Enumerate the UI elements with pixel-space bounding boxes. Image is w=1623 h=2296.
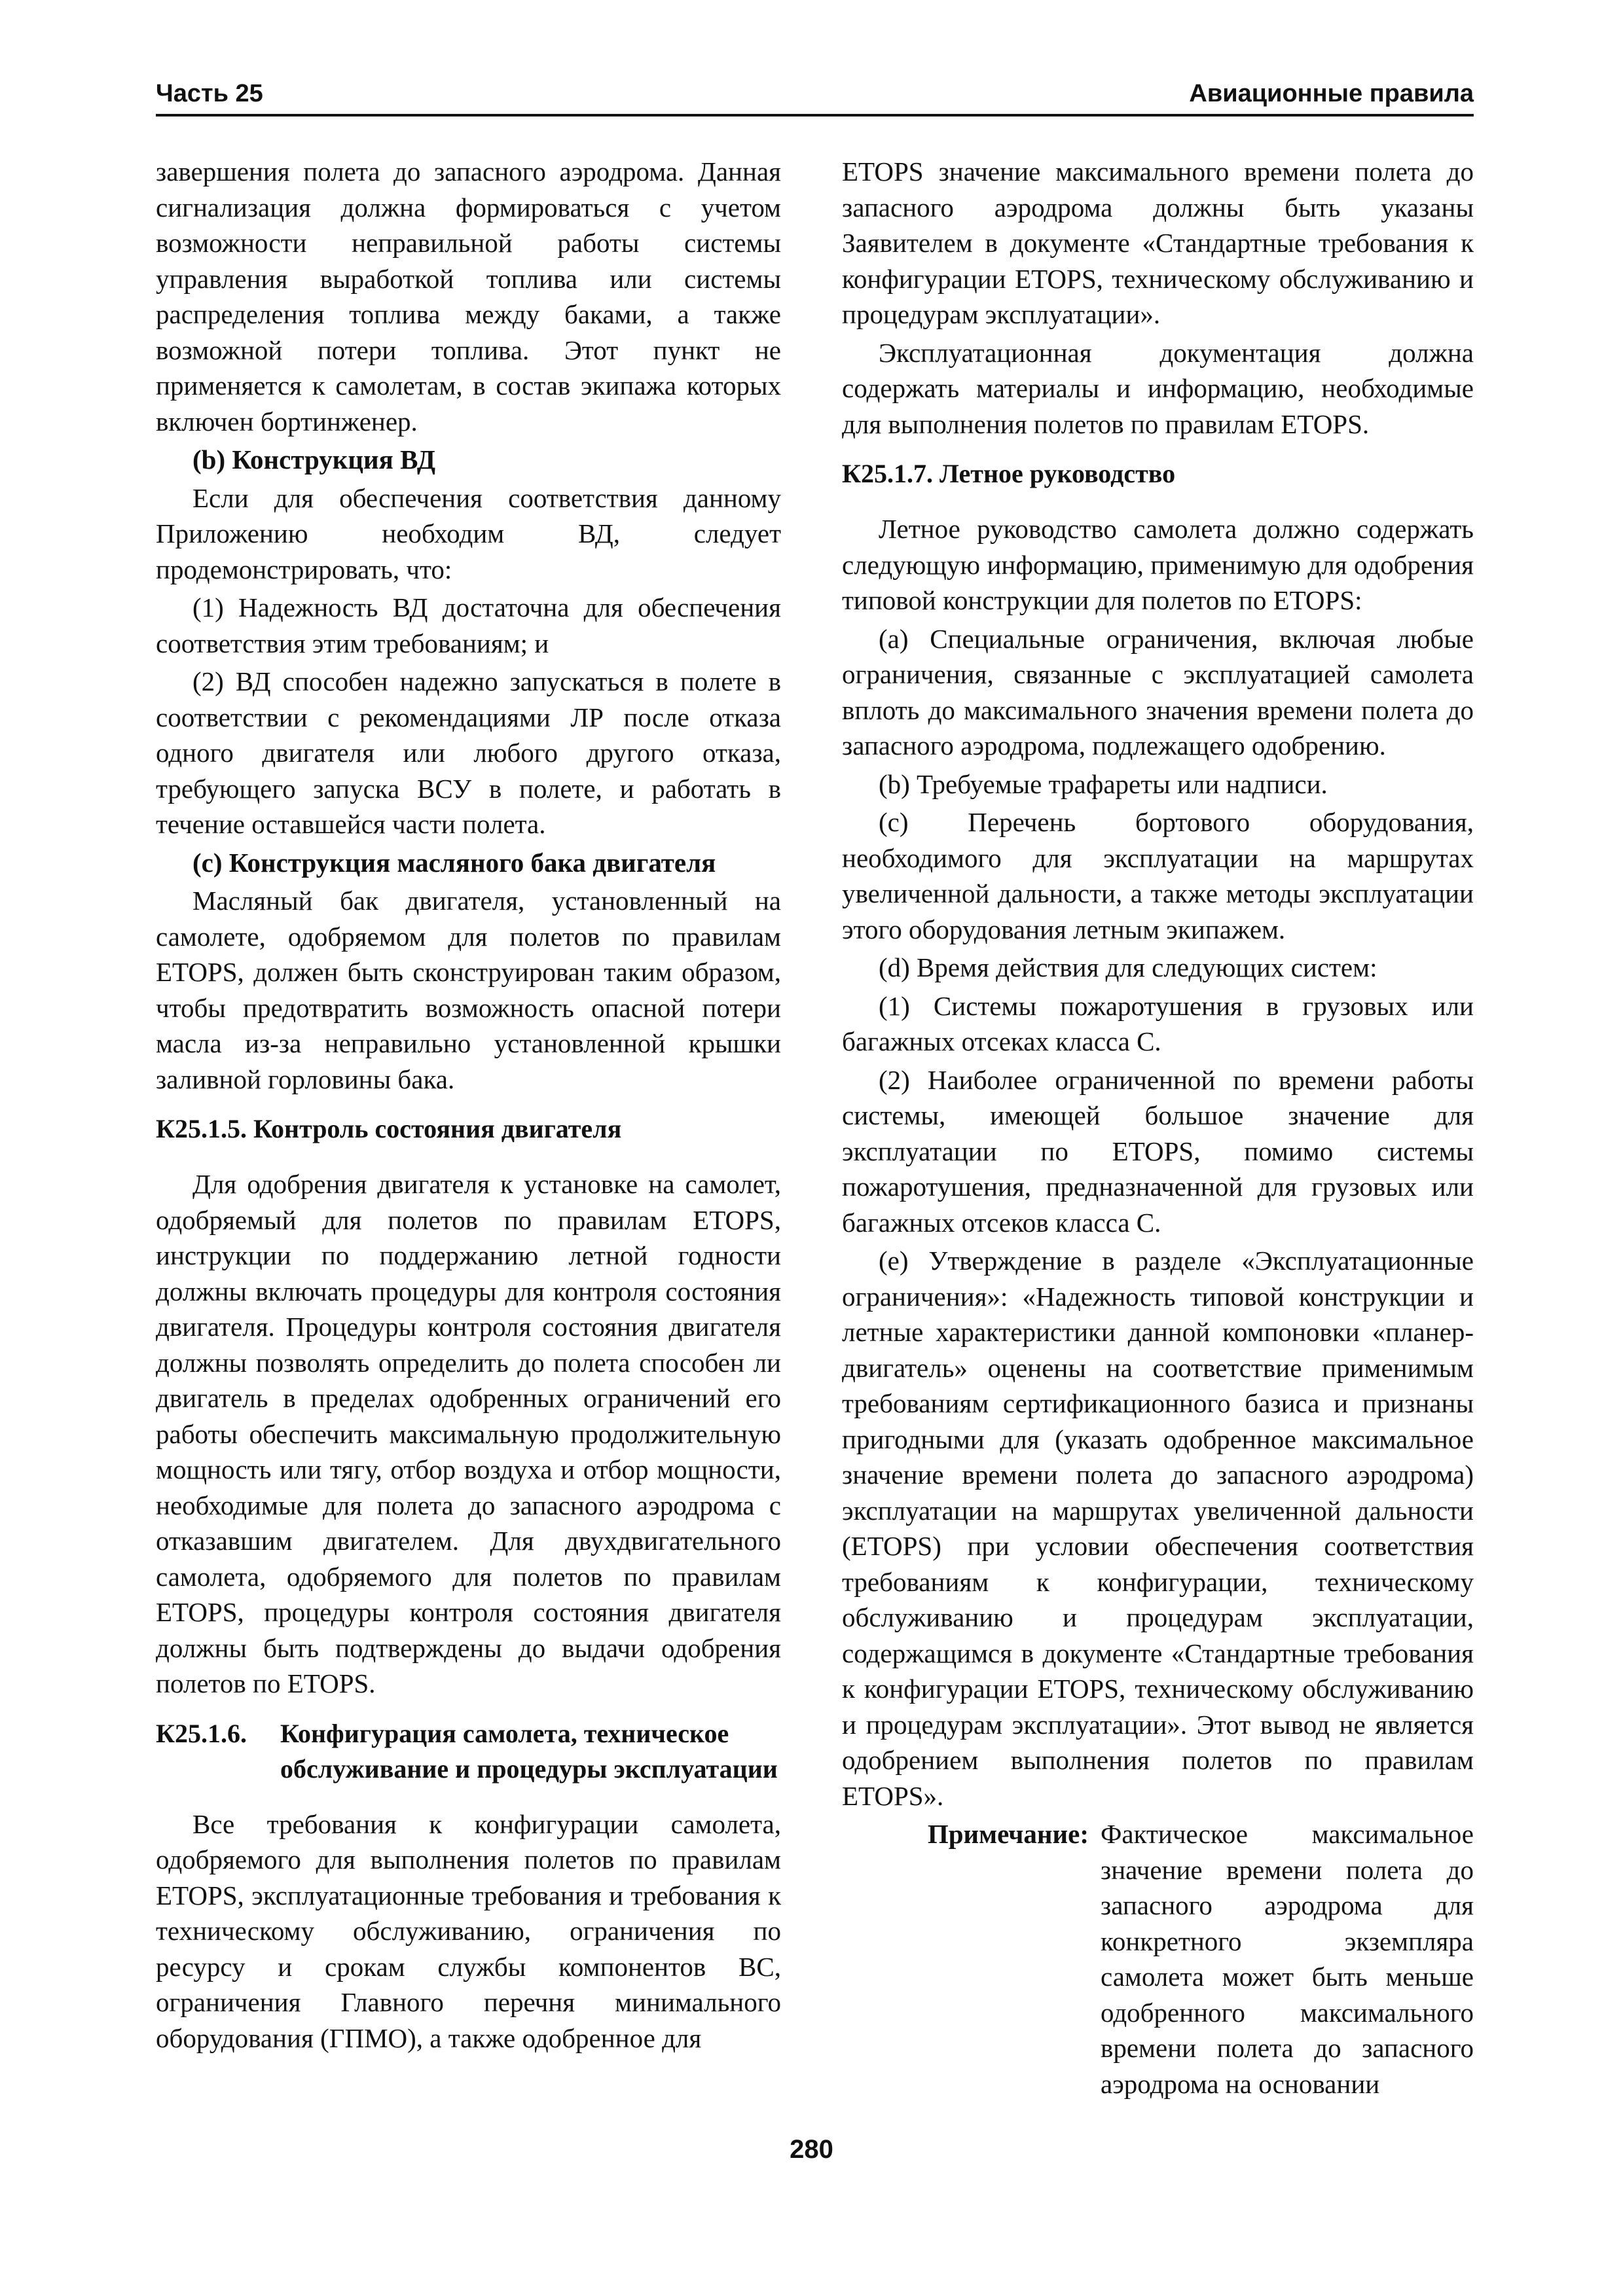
- paragraph: Все требования к конфигурации самолета, одобряемого для выполнения полетов по правилам ETOPS, эксплуатационные требования и требования к техническому обслуживанию, ограничения по ресурсу и срокам службы компонентов ВС, ограничения Главного перечня минимального оборудования (ГПМО), а также одобренное для: [156, 1808, 781, 2053]
- list-item: (b) Требуемые трафареты или надписи.: [879, 768, 1328, 799]
- note: [842, 1816, 1474, 2102]
- note-text: Фактическое максимальное значение времени полета до запасного аэродрома для конкретного экземпляра самолета может быть меньше одобренного максимального времени полета до запасного аэродрома на основании: [1101, 1819, 1474, 2099]
- list-item: (2) ВД способен надежно запускаться в полете в соответствии с рекомендациями ЛР после отказа одного двигателя или любого другого отказа, требующего запуска ВСУ в полете, и работать в течение оставшейся части полета.: [156, 666, 781, 839]
- paragraph: Если для обеспечения соответствия данному Приложению необходим ВД, следует продемонстрировать, что:: [156, 482, 781, 584]
- list-item: (1) Надежность ВД достаточна для обеспечения соответствия этим требованиям; и: [156, 592, 781, 658]
- section-heading: [156, 1716, 781, 1787]
- paragraph: Для одобрения двигателя к установке на самолет, одобряемый для полетов по правилам ETOPS, инструкции по поддержанию летной годности должны включать процедуры для контроля состояния двигателя. Процедуры контроля состояния двигателя должны позволять определить до полета способен ли двигатель в пределах одобренных ограничений его работы обеспечить максимальную продолжительную мощность или тягу, отбор воздуха и отбор мощности, необходимые для полета до запасного аэродрома с отказавшим двигателем. Для двухдвигательного самолета, одобряемого для полетов по правилам ETOPS, процедуры контроля состояния двигателя должны быть подтверждены до выдачи одобрения полетов по ETOPS.: [156, 1169, 781, 1698]
- page-number: 280: [790, 2135, 833, 2164]
- list-item: (d) Время действия для следующих систем:: [879, 952, 1377, 982]
- subsection-heading: (c) Конструкция масляного бака двигателя: [192, 847, 716, 878]
- list-item: (a) Специальные ограничения, включая любые ограничения, связанные с эксплуатацией самолета вплоть до максимального значения времени полета до запасного аэродрома, подлежащего одобрению.: [842, 623, 1474, 761]
- left-column: [156, 154, 781, 2058]
- paragraph: Эксплуатационная документация должна содержать материалы и информацию, необходимые для выполнения полетов по правилам ETOPS.: [842, 337, 1474, 439]
- right-column: [842, 154, 1474, 2102]
- paragraph: ETOPS значение максимального времени полета до запасного аэродрома должны быть указаны Заявителем в документе «Стандартные требования к конфигурации ETOPS, техническому обслуживанию и процедурам эксплуатации».: [842, 156, 1474, 329]
- list-item: (c) Перечень бортового оборудования, необходимого для эксплуатации на маршрутах увеличенной дальности, а также методы эксплуатации этого оборудования летным экипажем.: [842, 807, 1474, 944]
- section-number: К25.1.6.: [156, 1718, 247, 1748]
- subsection-heading: (b) Конструкция ВД: [192, 444, 436, 475]
- page-header: [156, 73, 1474, 117]
- note-label: Примечание:: [927, 1819, 1089, 1849]
- paragraph: завершения полета до запасного аэродрома. Данная сигнализация должна формироваться с учетом возможности неправильной работы системы управления выработкой топлива или системы распределения топлива между баками, а также возможной потери топлива. Этот пункт не применяется к самолетам, в состав экипажа которых включен бортинженер.: [156, 156, 781, 437]
- section-heading: К25.1.5. Контроль состояния двигателя: [156, 1114, 622, 1143]
- list-item: (2) Наиболее ограниченной по времени работы системы, имеющей большое значение для эксплуатации по ETOPS, помимо системы пожаротушения, предназначенной для грузовых или багажных отсеков класса С.: [842, 1064, 1474, 1238]
- section-title: Конфигурация самолета, техническое обслуживание и процедуры эксплуатации: [280, 1718, 778, 1784]
- paragraph: Масляный бак двигателя, установленный на самолете, одобряемом для полетов по правилам ETOPS, должен быть сконструирован таким образом, чтобы предотвратить возможность опасной потери масла из-за неправильно установленной крышки заливной горловины бака.: [156, 886, 781, 1094]
- list-item: (1) Системы пожаротушения в грузовых или багажных отсеках класса С.: [842, 990, 1474, 1056]
- header-title: Авиационные правила: [1189, 80, 1474, 107]
- header-part: Часть 25: [156, 80, 263, 107]
- list-item: (e) Утверждение в разделе «Эксплуатационные ограничения»: «Надежность типовой конструкции и летные характеристики данной компоновки «планер-двигатель» оценены на соответствие применимым требованиям сертификационного базиса и признаны пригодными для (указать одобренное максимальное значение времени полета до запасного аэродрома) эксплуатации на маршрутах увеличенной дальности (ETOPS) при условии обеспечения соответствия требованиям к конфигурации, техническому обслуживанию и процедурам эксплуатации, содержащимся в документе «Стандартные требования к конфигурации ETOPS, техническому обслуживанию и процедурам эксплуатации». Этот вывод не является одобрением выполнения полетов по правилам ETOPS».: [842, 1246, 1474, 1811]
- section-heading: К25.1.7. Летное руководство: [842, 459, 1176, 488]
- paragraph: Летное руководство самолета должно содержать следующую информацию, применимую для одобрения типовой конструкции для полетов по ETOPS:: [842, 514, 1474, 615]
